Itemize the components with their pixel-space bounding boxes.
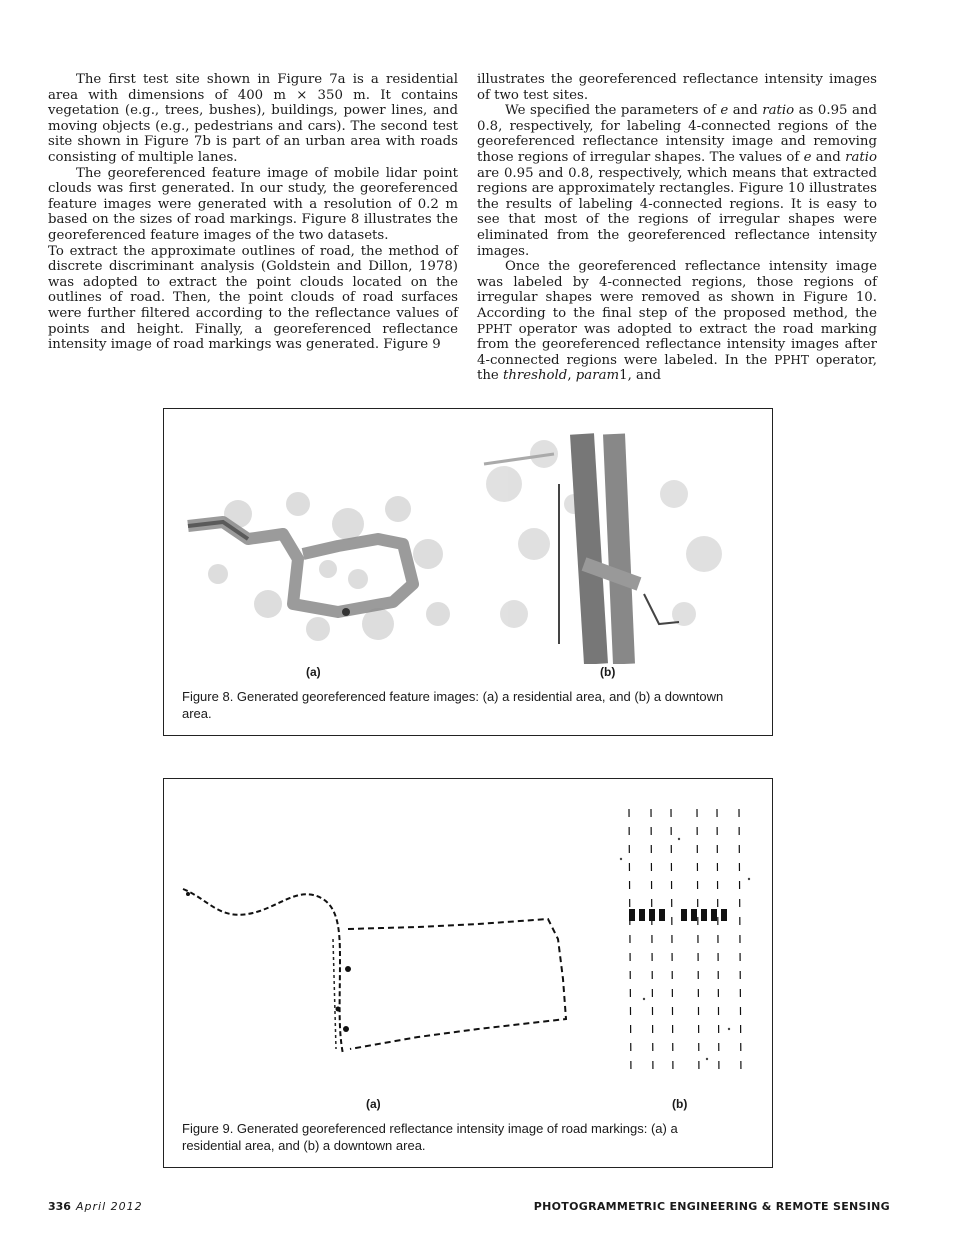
- page-number: 336: [48, 1200, 71, 1213]
- issue-date: April 2012: [76, 1200, 143, 1213]
- figure-9a-residential-road-markings: [178, 869, 588, 1069]
- figure-8a-label: (a): [306, 665, 321, 679]
- paragraph: To extract the approximate outlines of road, the method of discrete discriminant analysis (Goldstein and Dillon, 1978) was adopted to extract the point clouds located on the outlines of road. Then, the point clouds of road surfaces were further filtered according to the reflectance values of points and height. Finally, a georeferenced reflectance intensity image of road markings was generated. Figure 9: [48, 243, 458, 353]
- left-text-column: [48, 72, 458, 353]
- paragraph: The first test site shown in Figure 7a is a residential area with dimensions of 400 m × 350 m. It contains vegetation (e.g., trees, bushes), buildings, power lines, and moving objects (e.g., pedestrians and cars). The second test site shown in Figure 7b is part of an urban area with roads consisting of multiple lanes.: [48, 72, 458, 165]
- right-text-column: [477, 72, 877, 384]
- figure-9: [163, 778, 773, 1168]
- figure-9b-label: (b): [672, 1097, 688, 1111]
- page-footer: [48, 1200, 890, 1216]
- figure-9b-downtown-road-markings: [609, 799, 759, 1089]
- figure-9-caption: Figure 9. Generated georeferenced reflectance intensity image of road markings: (a) a residential area, and (b) a downtown area.: [182, 1121, 678, 1153]
- figure-8: [163, 408, 773, 736]
- paragraph: illustrates the georeferenced reflectance intensity images of two test sites.: [477, 72, 877, 103]
- figure-8-caption: Figure 8. Generated georeferenced feature images: (a) a residential area, and (b) a downtown area.: [182, 689, 724, 721]
- figure-8a-residential-feature-image: [178, 484, 478, 649]
- figure-8b-label: (b): [600, 665, 616, 679]
- paragraph: Once the georeferenced reflectance intensity image was labeled by 4-connected regions, those regions of irregular shapes were removed as shown in Figure 10. According to the final step of the proposed method, the PPHT operator was adopted to extract the road marking from the georeferenced reflectance intensity images after 4-connected regions were labeled. In the PPHT operator, the threshold, param1, and: [477, 259, 877, 384]
- figure-9a-label: (a): [366, 1097, 381, 1111]
- journal-title: PHOTOGRAMMETRIC ENGINEERING & REMOTE SENSING: [533, 1200, 890, 1213]
- figure-8b-downtown-feature-image: [464, 424, 754, 664]
- paragraph: The georeferenced feature image of mobile lidar point clouds was first generated. In our study, the georeferenced feature images were generated with a resolution of 0.2 m based on the sizes of road markings. Figure 8 illustrates the georeferenced feature images of the two datasets.: [48, 165, 458, 243]
- paragraph: We specified the parameters of e and ratio as 0.95 and 0.8, respectively, for labeling 4-connected regions of the georeferenced reflectance intensity image and removing those regions of irregular shapes. The values of e and ratio are 0.95 and 0.8, respectively, which means that extracted regions are approximately rectangles. Figure 10 illustrates the results of labeling 4-connected regions. It is easy to see that most of the regions of irregular shapes were eliminated from the georeferenced reflectance intensity images.: [477, 103, 877, 259]
